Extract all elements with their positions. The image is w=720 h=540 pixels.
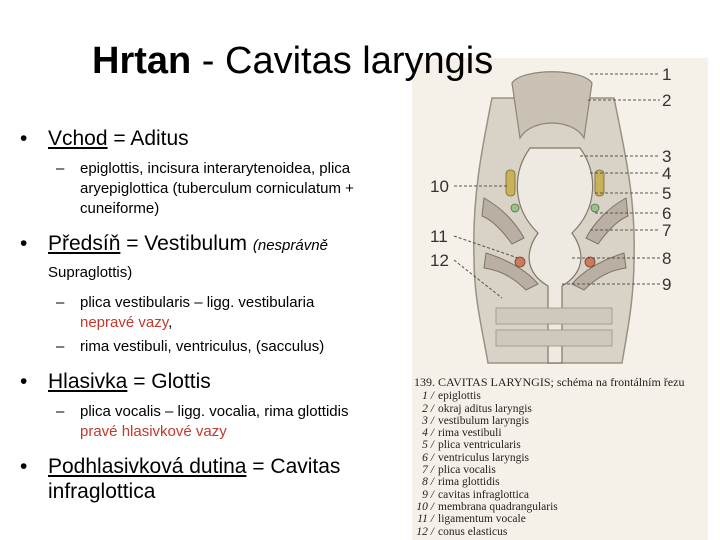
sub-hlasivka-b: pravé hlasivkové vazy xyxy=(80,423,227,440)
legend-item: 10 / membrana quadrangularis xyxy=(416,500,558,513)
bullet-hlasivka xyxy=(18,369,418,394)
legend-item: 5 / plica ventricularis xyxy=(422,439,521,452)
fig-num-r1: 1 xyxy=(662,65,672,84)
page-title xyxy=(92,40,493,83)
title-bold: Hrtan xyxy=(92,40,192,82)
legend-item: 2 / okraj aditus laryngis xyxy=(422,402,532,415)
rest-podhlasivkova: = Cavitas infraglottica xyxy=(48,455,341,503)
fig-num-r5: 5 xyxy=(662,184,672,203)
rest-vchod: = Aditus xyxy=(107,127,189,150)
sub-hlasivka-a: plica vocalis – ligg. vocalia, rima glottidis xyxy=(80,403,349,420)
sub-predsin-1c: , xyxy=(168,314,173,331)
legend-heading: 139. CAVITAS LARYNGIS; schéma na frontálním řezu xyxy=(414,375,685,389)
rest-hlasivka: = Glottis xyxy=(127,370,211,393)
bullet-predsin xyxy=(18,231,418,285)
sub-predsin-2-text: rima vestibuli, ventriculus, (sacculus) xyxy=(80,338,325,355)
title-rest: - Cavitas laryngis xyxy=(191,40,494,82)
legend-item: 4 / rima vestibuli xyxy=(422,427,502,440)
fig-num-r8: 8 xyxy=(662,249,672,268)
fig-num-r6: 6 xyxy=(662,204,672,223)
note-predsin: (nesprávně xyxy=(252,237,328,254)
legend-item: 8 / rima glottidis xyxy=(422,476,500,489)
sub-predsin-1: – plica vestibularis – ligg. vestibularia nepravé vazy, xyxy=(56,294,315,331)
term-predsin: Předsíň xyxy=(48,232,121,255)
fig-num-l12: 12 xyxy=(430,251,449,270)
fig-num-r2: 2 xyxy=(662,91,672,110)
term-hlasivka: Hlasivka xyxy=(48,370,128,393)
legend-item: 1 / epiglottis xyxy=(422,390,481,403)
legend-item: 3 / vestibulum laryngis xyxy=(422,414,530,427)
fig-num-r7: 7 xyxy=(662,221,672,240)
note2-predsin: Supraglottis) xyxy=(48,264,133,281)
sub-predsin-1b: nepravé vazy xyxy=(80,314,169,331)
sub-hlasivka: – plica vocalis – ligg. vocalia, rima glottidis pravé hlasivkové vazy xyxy=(56,403,349,440)
fig-num-r4: 4 xyxy=(662,164,672,183)
fig-num-r3: 3 xyxy=(662,147,672,166)
sub-predsin-2: – rima vestibuli, ventriculus, (sacculus) xyxy=(56,338,325,355)
legend-item: 7 / plica vocalis xyxy=(422,464,496,477)
fig-num-l10: 10 xyxy=(430,177,449,196)
bullet-vchod xyxy=(18,126,418,151)
rest-predsin: = Vestibulum xyxy=(120,232,253,255)
bullet-list xyxy=(18,126,418,512)
legend-item: 9 / cavitas infraglottica xyxy=(422,488,530,501)
bullet-podhlasivkova xyxy=(18,454,418,504)
legend-item: 11 / ligamentum vocale xyxy=(417,513,526,526)
fig-num-r9: 9 xyxy=(662,275,672,294)
figure-legend xyxy=(414,376,714,538)
legend-item: 6 / ventriculus laryngis xyxy=(422,451,530,464)
fig-num-l11: 11 xyxy=(430,227,448,246)
sub-vchod: – epiglottis, incisura interarytenoidea, plica aryepiglottica (tuberculum corniculatum + cuneiforme) xyxy=(56,160,354,217)
sub-vchod-text: epiglottis, incisura interarytenoidea, plica aryepiglottica (tuberculum corniculatum + cuneiforme) xyxy=(80,160,354,217)
term-vchod: Vchod xyxy=(48,127,108,150)
sub-predsin-1a: plica vestibularis – ligg. vestibularia xyxy=(80,294,315,311)
term-podhlasivkova: Podhlasivková dutina xyxy=(48,455,247,478)
legend-item: 12 / conus elasticus xyxy=(416,525,508,538)
